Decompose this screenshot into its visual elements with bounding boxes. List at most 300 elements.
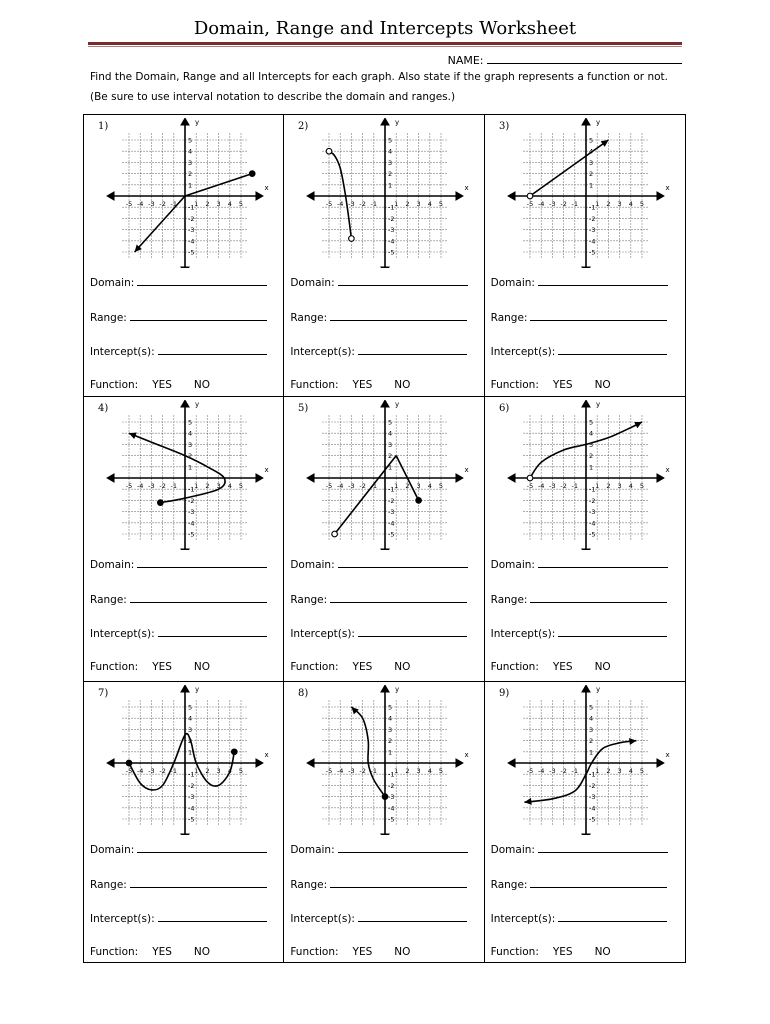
x-tick-label: -2: [560, 767, 567, 775]
intercepts-question: [491, 911, 668, 925]
coordinate-graph: [292, 400, 476, 550]
y-tick-label: 5: [388, 418, 393, 427]
x-axis-label: x: [264, 184, 269, 192]
y-tick-label: -1: [188, 485, 195, 494]
y-tick-label: -4: [188, 804, 195, 813]
range-question-answer-blank[interactable]: [330, 592, 467, 603]
function-question: [290, 661, 410, 673]
y-tick-label: 4: [188, 429, 193, 438]
intercepts-question-label: Intercept(s):: [490, 346, 556, 358]
y-tick-label: -2: [588, 214, 596, 223]
domain-question-answer-blank[interactable]: [538, 275, 668, 286]
domain-question: [290, 557, 467, 571]
y-tick-label: -5: [588, 815, 596, 824]
function-curve: [129, 433, 225, 502]
graph-axes: [108, 401, 263, 550]
domain-question: [290, 842, 467, 856]
range-question-label: Range:: [290, 312, 328, 324]
x-tick-label: 2: [405, 482, 410, 490]
y-tick-label: 4: [588, 429, 593, 438]
y-tick-label: 3: [588, 440, 593, 449]
domain-question-answer-blank[interactable]: [538, 557, 668, 568]
x-tick-label: 4: [628, 767, 633, 775]
intercepts-question-answer-blank[interactable]: [158, 344, 267, 355]
function-label: Function:: [290, 946, 339, 958]
function-question: [90, 379, 210, 391]
y-tick-label: 2: [588, 737, 593, 746]
open-endpoint: [349, 236, 355, 242]
coordinate-graph: [292, 118, 476, 268]
function-question: [290, 379, 410, 391]
function-yes-option[interactable]: YES: [152, 946, 172, 958]
intercepts-question-label: Intercept(s):: [290, 346, 355, 358]
y-tick-label: 5: [188, 418, 193, 427]
open-endpoint: [332, 531, 338, 537]
function-question: [491, 379, 611, 391]
y-tick-label: 3: [188, 725, 193, 734]
domain-question-answer-blank[interactable]: [338, 275, 468, 286]
range-question-answer-blank[interactable]: [530, 310, 667, 321]
y-tick-label: -2: [188, 781, 195, 790]
y-tick-label: -2: [388, 781, 395, 790]
domain-question-label: Domain:: [90, 277, 135, 289]
range-question-label: Range:: [290, 594, 328, 606]
problem-number: 4): [98, 403, 109, 414]
function-question: [290, 946, 410, 958]
y-tick-label: -4: [388, 804, 395, 813]
y-tick-label: -4: [188, 237, 195, 246]
y-tick-label: 4: [388, 429, 393, 438]
graph-axes: [108, 119, 263, 268]
problem-cell: [284, 115, 484, 397]
problem-cell: [485, 115, 685, 397]
x-tick-label: 3: [216, 767, 221, 775]
x-tick-label: 1: [594, 482, 599, 490]
y-tick-label: -5: [388, 530, 395, 539]
y-tick-label: -3: [388, 226, 395, 235]
curve-arrowhead: [352, 707, 359, 714]
intercepts-question-answer-blank[interactable]: [358, 911, 467, 922]
function-no-option[interactable]: NO: [193, 661, 211, 673]
function-yes-option[interactable]: YES: [352, 661, 373, 673]
y-tick-label: -1: [388, 485, 395, 494]
closed-endpoint: [126, 760, 132, 766]
x-tick-label: 5: [439, 482, 444, 490]
y-tick-label: 5: [588, 418, 593, 427]
x-tick-label: -1: [571, 482, 578, 490]
function-label: Function:: [90, 379, 139, 391]
x-tick-label: 5: [639, 200, 644, 208]
function-yes-option[interactable]: YES: [552, 946, 573, 958]
y-axis-label: y: [195, 400, 200, 409]
function-no-option[interactable]: NO: [193, 379, 211, 391]
range-question-answer-blank[interactable]: [130, 592, 267, 603]
x-tick-label: -5: [526, 482, 533, 490]
x-tick-label: 4: [227, 482, 232, 490]
x-tick-label: -5: [526, 200, 533, 208]
x-tick-label: -1: [370, 200, 378, 208]
intercepts-question-label: Intercept(s):: [490, 913, 556, 925]
intercepts-question-answer-blank[interactable]: [558, 911, 667, 922]
y-tick-label: -1: [588, 203, 596, 212]
x-tick-label: -3: [348, 200, 355, 208]
y-tick-label: -2: [188, 496, 195, 505]
range-question-answer-blank[interactable]: [130, 877, 267, 888]
x-axis-label: x: [665, 184, 670, 192]
range-question: [290, 310, 467, 324]
graph-axes: [308, 686, 463, 835]
x-tick-label: -4: [136, 767, 144, 775]
x-tick-label: 3: [416, 482, 421, 490]
intercepts-question-label: Intercept(s):: [90, 913, 155, 925]
function-curve: [335, 456, 397, 534]
x-tick-label: 1: [394, 482, 399, 490]
domain-question: [491, 842, 668, 856]
x-tick-label: -2: [159, 482, 166, 490]
intercepts-question-answer-blank[interactable]: [358, 344, 467, 355]
y-tick-label: 2: [188, 737, 193, 746]
worksheet-title: Domain, Range and Intercepts Worksheet: [193, 18, 577, 39]
coordinate-graph: [493, 118, 677, 268]
closed-endpoint: [416, 498, 422, 504]
range-question: [90, 310, 267, 324]
x-tick-label: 3: [216, 200, 221, 208]
y-tick-label: 5: [588, 703, 593, 712]
x-tick-label: 1: [394, 767, 399, 775]
y-tick-label: -2: [188, 214, 195, 223]
range-question: [90, 877, 267, 891]
y-tick-label: 2: [188, 170, 193, 179]
y-tick-label: 4: [588, 147, 593, 156]
intercepts-question-answer-blank[interactable]: [158, 626, 267, 637]
problem-cell: [284, 397, 484, 682]
closed-endpoint: [231, 749, 237, 755]
x-axis-label: x: [464, 466, 470, 474]
y-tick-label: -5: [188, 530, 195, 539]
y-tick-label: 1: [188, 748, 193, 757]
problem-number: 8): [298, 688, 309, 699]
function-yes-option[interactable]: YES: [152, 379, 172, 391]
x-tick-label: 3: [416, 200, 421, 208]
range-question: [491, 877, 668, 891]
problem-grid: [83, 114, 686, 963]
function-question: [491, 946, 611, 958]
y-tick-label: -5: [188, 815, 195, 824]
function-yes-option[interactable]: YES: [352, 946, 373, 958]
domain-question: [491, 275, 668, 289]
x-tick-label: 4: [227, 767, 232, 775]
problem-cell: [84, 115, 284, 397]
domain-question-answer-blank[interactable]: [137, 557, 267, 568]
x-axis-label: x: [665, 466, 670, 474]
function-label: Function:: [290, 379, 339, 391]
x-tick-label: -5: [125, 767, 133, 775]
y-tick-label: 5: [388, 136, 393, 145]
open-endpoint: [527, 193, 533, 199]
y-tick-label: -4: [588, 237, 596, 246]
function-yes-option[interactable]: YES: [552, 379, 573, 391]
function-no-option[interactable]: NO: [394, 379, 411, 391]
y-tick-label: 1: [588, 181, 593, 190]
intercepts-question-answer-blank[interactable]: [558, 344, 667, 355]
range-question-label: Range:: [290, 879, 328, 891]
y-tick-label: -3: [188, 226, 195, 235]
x-tick-label: -1: [170, 482, 178, 490]
domain-question: [90, 842, 267, 856]
y-tick-label: 4: [388, 714, 393, 723]
function-yes-option[interactable]: YES: [352, 379, 373, 391]
x-tick-label: 2: [205, 200, 210, 208]
problem-cell: [485, 682, 685, 962]
x-tick-label: 5: [639, 482, 644, 490]
x-tick-label: 1: [394, 200, 399, 208]
domain-question-label: Domain:: [490, 559, 535, 571]
y-tick-label: 3: [188, 440, 193, 449]
name-label: NAME:: [447, 54, 484, 67]
x-tick-label: 3: [216, 482, 221, 490]
range-question-answer-blank[interactable]: [530, 877, 667, 888]
y-tick-label: -3: [188, 793, 195, 802]
x-tick-label: 2: [405, 200, 410, 208]
y-tick-label: 2: [388, 737, 393, 746]
y-tick-label: 3: [188, 158, 193, 167]
x-tick-label: -1: [571, 767, 578, 775]
x-tick-label: 2: [405, 767, 410, 775]
x-tick-label: -3: [348, 767, 355, 775]
domain-question-answer-blank[interactable]: [137, 842, 267, 853]
function-question: [90, 661, 210, 673]
x-tick-label: -1: [370, 767, 378, 775]
domain-question: [90, 557, 267, 571]
domain-question-answer-blank[interactable]: [338, 842, 468, 853]
closed-endpoint: [158, 500, 164, 506]
y-tick-label: -1: [188, 770, 195, 779]
intercepts-question-answer-blank[interactable]: [558, 626, 667, 637]
intercepts-question: [290, 344, 467, 358]
x-tick-label: -5: [125, 482, 133, 490]
y-tick-label: 1: [588, 748, 593, 757]
y-tick-label: 1: [588, 463, 593, 472]
x-tick-label: -5: [125, 200, 133, 208]
y-tick-label: -1: [388, 203, 395, 212]
intercepts-question: [90, 626, 267, 640]
coordinate-graph: [493, 685, 677, 835]
range-question-label: Range:: [90, 312, 127, 324]
range-question: [491, 310, 668, 324]
y-tick-label: 2: [588, 170, 593, 179]
x-tick-label: -4: [337, 482, 344, 490]
y-tick-label: 2: [188, 452, 193, 461]
open-endpoint: [527, 475, 533, 481]
x-tick-label: -4: [537, 482, 545, 490]
x-tick-label: 3: [416, 767, 421, 775]
function-label: Function:: [90, 661, 139, 673]
x-tick-label: -1: [170, 200, 178, 208]
coordinate-graph: [292, 685, 476, 835]
name-row: [88, 53, 682, 67]
x-tick-label: 4: [428, 200, 433, 208]
domain-question-label: Domain:: [290, 844, 335, 856]
x-tick-label: 5: [439, 200, 444, 208]
coordinate-graph: [92, 685, 276, 835]
x-tick-label: -4: [136, 482, 144, 490]
domain-question-answer-blank[interactable]: [137, 275, 267, 286]
y-tick-label: -3: [188, 508, 195, 517]
intercepts-question-answer-blank[interactable]: [358, 626, 467, 637]
domain-question-answer-blank[interactable]: [538, 842, 668, 853]
open-endpoint: [327, 148, 333, 154]
x-tick-label: -1: [370, 482, 378, 490]
intercepts-question: [491, 344, 668, 358]
range-question-answer-blank[interactable]: [130, 310, 267, 321]
range-question: [90, 592, 267, 606]
x-tick-label: 2: [605, 200, 611, 208]
x-tick-label: -1: [170, 767, 178, 775]
function-no-option[interactable]: NO: [594, 946, 611, 958]
function-no-option[interactable]: NO: [394, 946, 411, 958]
intercepts-question-label: Intercept(s):: [90, 346, 155, 358]
x-tick-label: -3: [148, 200, 155, 208]
y-tick-label: 1: [388, 748, 393, 757]
y-tick-label: 5: [588, 136, 593, 145]
function-no-option[interactable]: NO: [394, 661, 411, 673]
intercepts-question-answer-blank[interactable]: [158, 911, 267, 922]
y-tick-label: -5: [388, 248, 395, 257]
y-tick-label: -2: [588, 781, 596, 790]
y-tick-label: -3: [588, 793, 596, 802]
function-label: Function:: [490, 379, 539, 391]
x-tick-label: -2: [359, 482, 367, 490]
function-label: Function:: [490, 946, 539, 958]
problem-cell: [84, 682, 284, 962]
y-tick-label: -4: [388, 519, 395, 528]
domain-question-label: Domain:: [90, 844, 135, 856]
x-tick-label: 2: [205, 482, 210, 490]
name-blank[interactable]: [487, 53, 682, 64]
problem-number: 1): [98, 121, 109, 132]
function-no-option[interactable]: NO: [594, 661, 611, 673]
x-tick-label: 2: [205, 767, 210, 775]
x-axis-label: x: [264, 751, 269, 759]
function-no-option[interactable]: NO: [594, 379, 611, 391]
y-tick-label: 4: [188, 714, 193, 723]
x-tick-label: -5: [326, 200, 333, 208]
y-tick-label: 3: [588, 158, 593, 167]
y-tick-label: -1: [588, 770, 596, 779]
y-axis-label: y: [195, 685, 200, 694]
y-tick-label: 1: [188, 463, 193, 472]
y-tick-label: -2: [388, 214, 395, 223]
y-tick-label: -2: [388, 496, 395, 505]
y-tick-label: -5: [588, 248, 596, 257]
intercepts-question: [491, 626, 668, 640]
x-tick-label: -4: [136, 200, 144, 208]
instructions: Find the Domain, Range and all Intercepts for each graph. Also state if the graph represents a function or not. (Be sure to use interval notation to describe the domain and ranges.): [90, 71, 668, 103]
function-question: [491, 661, 611, 673]
problem-number: 9): [498, 688, 509, 699]
y-tick-label: -5: [588, 530, 596, 539]
y-axis-label: y: [595, 685, 600, 694]
x-tick-label: -5: [326, 482, 333, 490]
title-rule-thin: [88, 46, 682, 47]
y-tick-label: -1: [588, 485, 596, 494]
y-tick-label: -4: [588, 519, 596, 528]
domain-question-answer-blank[interactable]: [338, 557, 468, 568]
x-tick-label: 3: [617, 482, 622, 490]
y-axis-label: y: [395, 400, 400, 409]
coordinate-graph: [92, 118, 276, 268]
graph-axes: [308, 119, 463, 268]
function-curve: [530, 140, 608, 196]
x-tick-label: 4: [628, 200, 633, 208]
y-tick-label: 4: [388, 147, 393, 156]
y-tick-label: 1: [188, 181, 193, 190]
range-question-answer-blank[interactable]: [530, 592, 667, 603]
y-tick-label: -3: [388, 793, 395, 802]
function-yes-option[interactable]: YES: [552, 661, 573, 673]
range-question-answer-blank[interactable]: [330, 877, 467, 888]
x-tick-label: 4: [628, 482, 633, 490]
range-question: [290, 592, 467, 606]
y-tick-label: -4: [388, 237, 395, 246]
function-label: Function:: [290, 661, 339, 673]
function-label: Function:: [90, 946, 139, 958]
y-tick-label: -5: [188, 248, 195, 257]
domain-question-label: Domain:: [490, 277, 535, 289]
range-question-label: Range:: [490, 594, 528, 606]
x-axis-label: x: [264, 466, 269, 474]
function-no-option[interactable]: NO: [193, 946, 211, 958]
function-yes-option[interactable]: YES: [152, 661, 172, 673]
x-tick-label: -2: [359, 200, 367, 208]
y-tick-label: -3: [588, 226, 596, 235]
coordinate-graph: [493, 400, 677, 550]
problem-number: 2): [298, 121, 309, 132]
intercepts-question: [290, 626, 467, 640]
x-tick-label: -4: [537, 767, 545, 775]
domain-question-label: Domain:: [290, 277, 335, 289]
x-tick-label: 1: [194, 200, 199, 208]
intercepts-question-label: Intercept(s):: [90, 628, 155, 640]
y-tick-label: 3: [388, 440, 393, 449]
y-axis-label: y: [195, 118, 200, 127]
x-tick-label: 5: [238, 767, 244, 775]
y-tick-label: -2: [588, 496, 596, 505]
intercepts-question: [290, 911, 467, 925]
y-tick-label: -3: [388, 508, 395, 517]
y-tick-label: -4: [188, 519, 195, 528]
function-question: [90, 946, 210, 958]
x-tick-label: -1: [571, 200, 578, 208]
y-tick-label: -1: [188, 203, 195, 212]
y-tick-label: -3: [588, 508, 596, 517]
problem-number: 6): [498, 403, 509, 414]
x-tick-label: -4: [337, 767, 344, 775]
intercepts-question: [90, 911, 267, 925]
problem-number: 3): [498, 121, 509, 132]
range-question-answer-blank[interactable]: [330, 310, 467, 321]
domain-question-label: Domain:: [490, 844, 535, 856]
x-tick-label: -5: [326, 767, 333, 775]
y-axis-label: y: [395, 118, 400, 127]
x-tick-label: -2: [159, 767, 166, 775]
y-tick-label: 2: [588, 452, 593, 461]
domain-question: [290, 275, 467, 289]
y-tick-label: 2: [388, 452, 393, 461]
x-tick-label: 5: [238, 482, 244, 490]
y-tick-label: -1: [388, 770, 395, 779]
problem-cell: [485, 397, 685, 682]
